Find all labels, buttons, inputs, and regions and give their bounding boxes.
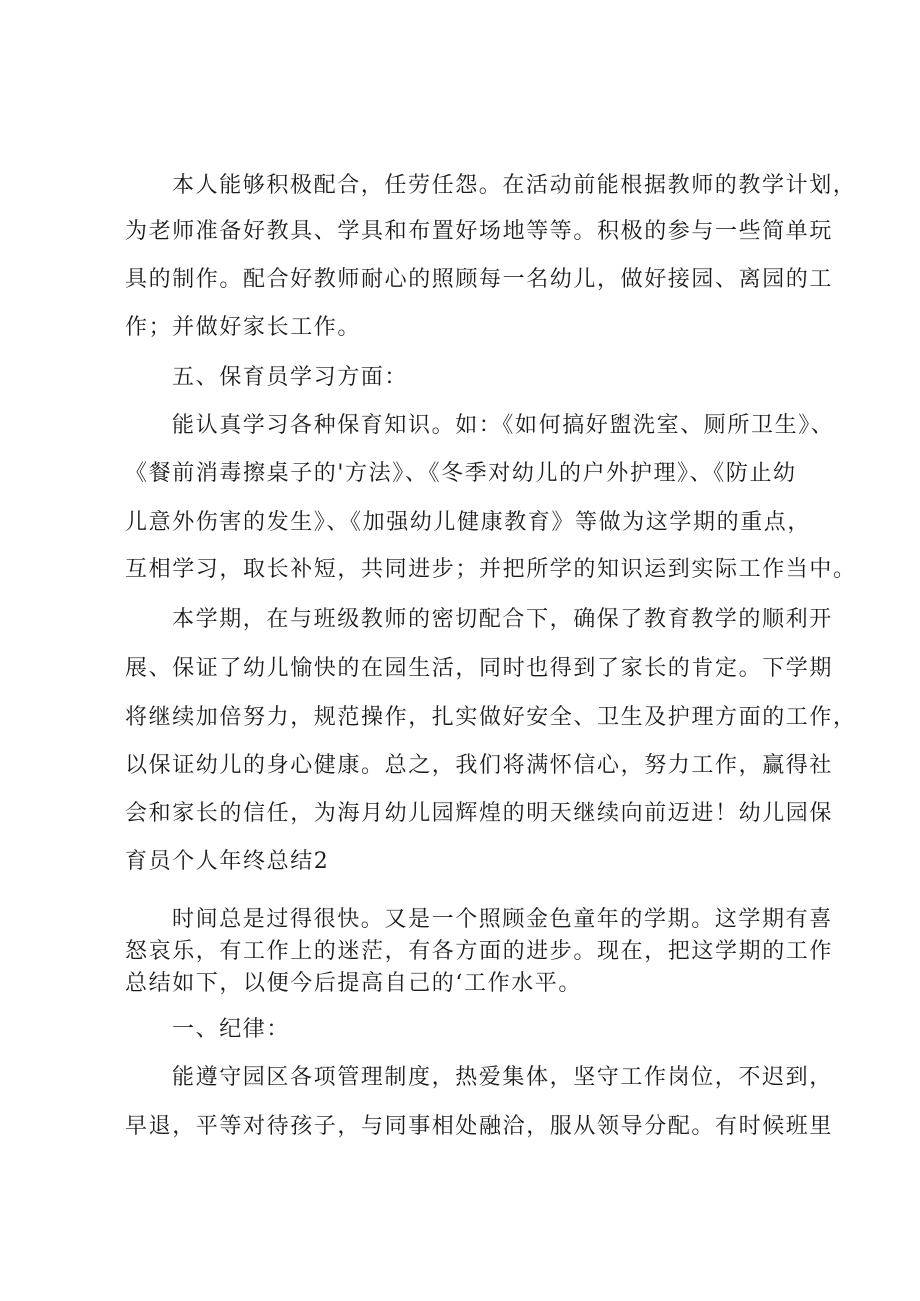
- text-line: 展、保证了幼儿愉快的在园生活，同时也得到了家长的肯定。下学期: [125, 656, 834, 681]
- text-line: 育员个人年终总结2: [125, 849, 330, 874]
- text-line: 具的制作。配合好教师耐心的照顾每一名幼儿，做好接园、离园的工: [125, 267, 834, 292]
- text-line: 作；并做好家长工作。: [125, 315, 362, 340]
- text-line: 本学期，在与班级教师的密切配合下，确保了教育教学的顺利开: [172, 607, 833, 632]
- text-line: 以保证幼儿的身心健康。总之，我们将满怀信心，努力工作，赢得社: [125, 753, 834, 778]
- text-line: 将继续加倍努力，规范操作，扎实做好安全、卫生及护理方面的工作，: [125, 705, 857, 730]
- section-heading: 一、纪律：: [172, 1017, 291, 1042]
- section-heading: 五、保育员学习方面：: [172, 365, 409, 390]
- text-line: 互相学习，取长补短，共同进步；并把所学的知识运到实际工作当中。: [125, 557, 857, 582]
- text-line: 《餐前消毒擦桌子的'方法》、《冬季对幼儿的户外护理》、《防止幼: [125, 461, 797, 486]
- text-line: 总结如下，以便今后提高自己的‘工作水平。: [125, 971, 582, 996]
- text-line: 能遵守园区各项管理制度，热爱集体，坚守工作岗位，不迟到，: [172, 1065, 833, 1090]
- text-line: 时间总是过得很快。又是一个照顾金色童年的学期。这学期有喜: [172, 907, 833, 932]
- text-line: 本人能够积极配合，任劳任怨。在活动前能根据教师的教学计划，: [172, 173, 857, 198]
- text-line: 早退，平等对待孩子，与同事相处融洽，服从领导分配。有时候班里: [125, 1114, 834, 1139]
- text-line: 为老师准备好教具、学具和布置好场地等等。积极的参与一些简单玩: [125, 219, 834, 244]
- text-line: 能认真学习各种保育知识。如：《如何搞好盥洗室、厕所卫生》、: [172, 413, 835, 438]
- text-line: 会和家长的信任，为海月幼儿园辉煌的明天继续向前迈进！幼儿园保: [125, 801, 834, 826]
- text-line: 儿意外伤害的发生》、《加强幼儿健康教育》等做为这学期的重点，: [125, 510, 812, 535]
- text-line: 怒哀乐，有工作上的迷茫，有各方面的进步。现在，把这学期的工作: [125, 939, 834, 964]
